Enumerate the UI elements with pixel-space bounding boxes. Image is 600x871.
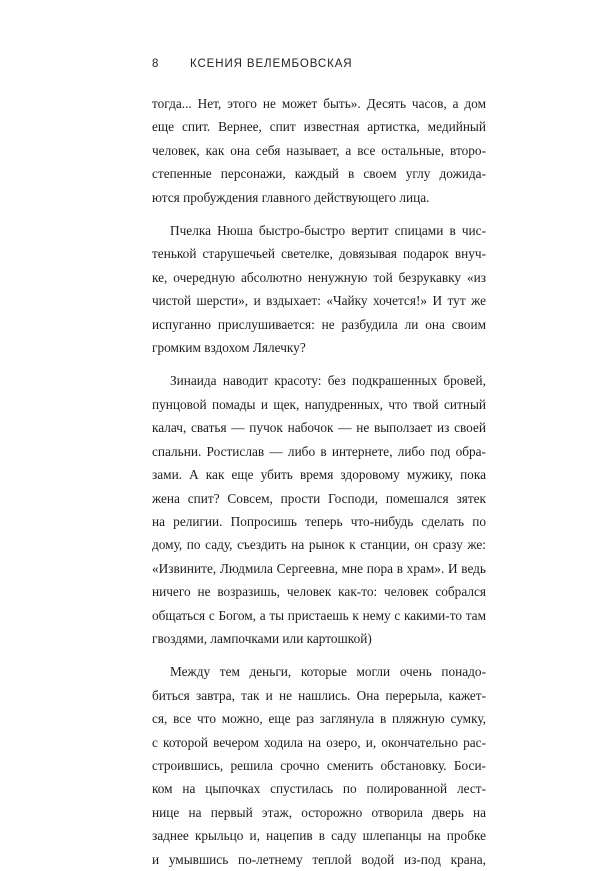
text-line: биться завтра, так и не нашлись. Она перерыла, кажет-: [152, 687, 486, 703]
text-line: с которой вечером ходила на озеро, и, окончательно рас-: [152, 734, 486, 750]
text-line: и умывшись по-летнему теплой водой из-под крана,: [152, 851, 486, 867]
text-line: громким вздохом Лялечку?: [152, 340, 306, 356]
paragraph: [152, 660, 486, 871]
page-number: 8: [152, 58, 160, 70]
text-line: зами. А как еще убить время здоровому мужику, пока: [152, 467, 486, 483]
text-line: Пчелка Нюша быстро-быстро вертит спицами в чис-: [170, 223, 486, 239]
text-line: «Извините, Людмила Сергеевна, мне пора в храм». И ведь: [152, 560, 486, 576]
text-line: на религии. Попросишь теперь что-нибудь сделать по: [152, 513, 486, 529]
text-line: ком на цыпочках спустилась по полированной лест-: [152, 781, 486, 797]
paragraph: [152, 219, 486, 359]
paragraph: [152, 92, 486, 209]
text-line: ке, очередную абсолютно ненужную той безрукавку «из: [152, 269, 486, 285]
text-line: человек, как она себя называет, а все остальные, второ-: [152, 142, 486, 158]
author-name: КСЕНИЯ ВЕЛЕМБОВСКАЯ: [190, 58, 353, 70]
text-line: нице на первый этаж, осторожно отворила дверь на: [152, 804, 486, 820]
text-line: пунцовой помады и щек, напудренных, что твой ситный: [152, 396, 486, 412]
text-line: заднее крыльцо и, нацепив в саду шлепанцы на пробке: [152, 828, 486, 844]
text-line: еще спит. Вернее, спит известная артистка, медийный: [152, 119, 486, 135]
text-line: испуганно прислушивается: не разбудила ли она своим: [152, 316, 486, 332]
text-line: дому, по саду, съездить на рынок к станции, он сразу же:: [152, 537, 486, 553]
text-line: чистой шерсти», и вздыхает: «Чайку хочется!» И тут же: [152, 293, 486, 309]
text-line: степенные персонажи, каждый в своем углу дожида-: [152, 166, 486, 182]
text-line: Между тем деньги, которые могли очень понадо-: [170, 664, 486, 680]
running-head: [152, 58, 352, 70]
text-line: жена спит? Совсем, прости Господи, помешался зятек: [152, 490, 486, 506]
text-line: ются пробуждения главного действующего лица.: [152, 189, 430, 205]
text-line: ничего не возразишь, человек как-то: человек собрался: [152, 584, 486, 600]
text-line: ся, все что можно, еще раз заглянула в пляжную сумку,: [152, 711, 486, 727]
text-line: спальни. Ростислав — либо в интернете, либо под обра-: [152, 443, 486, 459]
body-text: [152, 92, 486, 871]
text-line: тенькой старушечьей светелке, довязывая подарок внуч-: [152, 246, 486, 262]
text-line: общаться с Богом, а ты пристаешь к нему с какими-то там: [152, 607, 486, 623]
text-line: тогда... Нет, этого не может быть». Десять часов, а дом: [152, 96, 486, 111]
text-line: калач, сватья — пучок набочок — не выползает из своей: [152, 420, 486, 436]
text-line: гвоздями, лампочками или картошкой): [152, 630, 372, 646]
text-line: Зинаида наводит красоту: без подкрашенных бровей,: [170, 373, 486, 389]
paragraph: [152, 369, 486, 650]
text-line: строившись, решила срочно сменить обстановку. Боси-: [152, 757, 486, 773]
